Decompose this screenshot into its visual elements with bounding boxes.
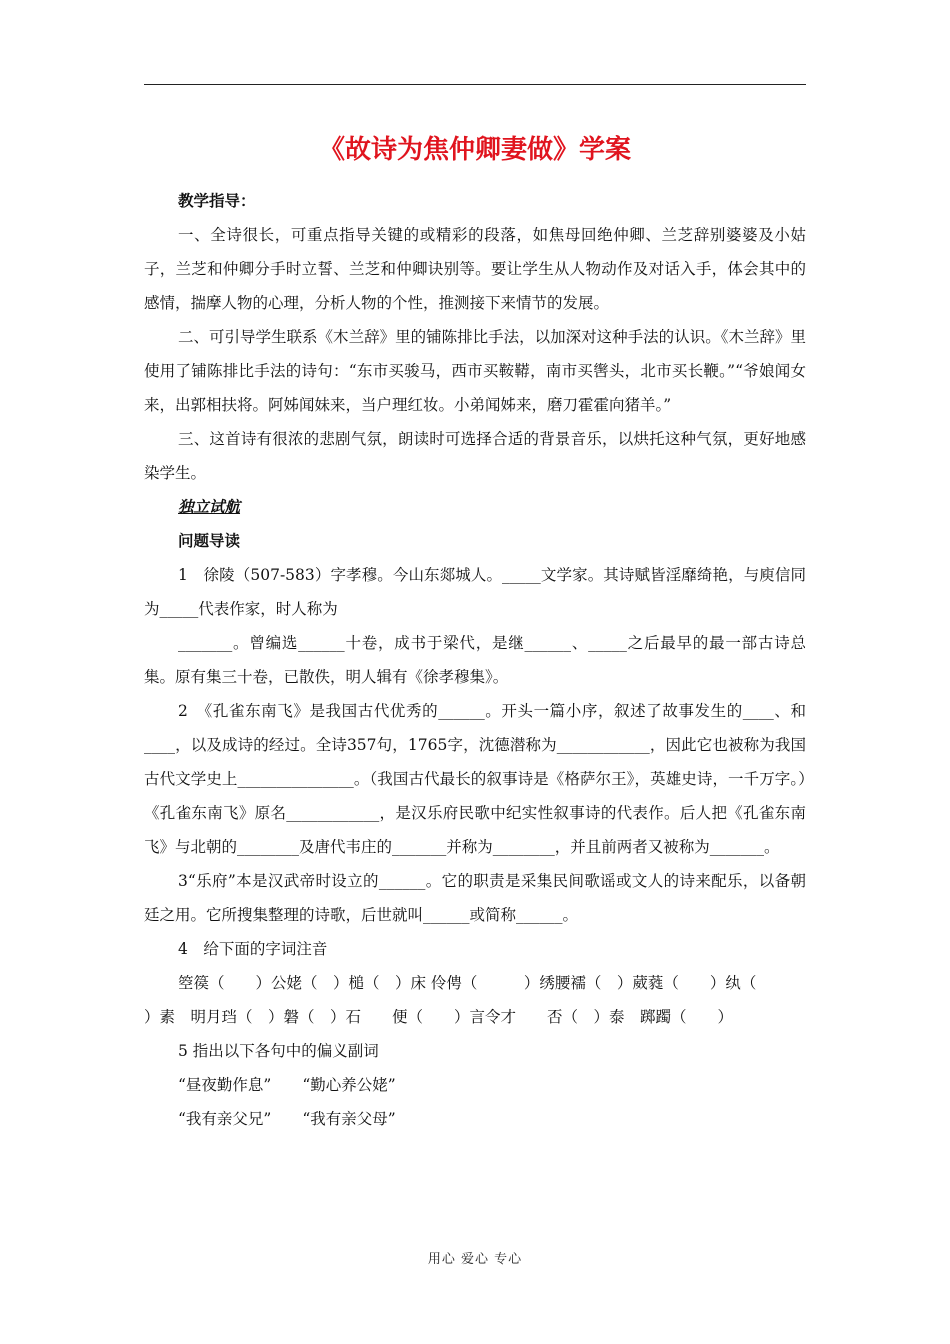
question-5-title: 5 指出以下各句中的偏义副词	[178, 1042, 379, 1060]
guide-paragraph-1: 一、全诗很长，可重点指导关键的或精彩的段落，如焦母回绝仲卿、兰芝辞别婆婆及小姑子，兰芝和仲卿分手时立誓、兰芝和仲卿诀别等。要让学生从人物动作及对话入手，体会其中的感情，揣摩人物的心理，分析人物的个性，推测接下来情节的发展。	[144, 226, 806, 312]
question-4-title: 4 给下面的字词注音	[178, 940, 328, 958]
question-5-line-1: “昼夜勤作息” “勤心养公姥”	[178, 1076, 396, 1094]
section-subtitle: 问题导读	[178, 532, 241, 550]
question-3: 3“乐府”本是汉武帝时设立的______。它的职责是采集民间歌谣或文人的诗来配乐，以备朝廷之用。它所搜集整理的诗歌，后世就叫______或简称______。	[144, 872, 806, 924]
page-footer: 用心 爱心 专心	[427, 1252, 523, 1267]
page-title: 《故诗为焦仲卿妻做》学案	[318, 135, 631, 165]
document-body	[144, 184, 806, 1136]
question-1-part-b: _______。曾编选______十卷，成书于梁代，是继______、_____之后最早的最一部古诗总集。原有集三十卷，已散佚，明人辑有《徐孝穆集》。	[144, 634, 806, 686]
question-5-line-2: “我有亲父兄” “我有亲父母”	[178, 1110, 396, 1128]
section-title	[144, 490, 806, 524]
question-1-part-a: 1 徐陵（507-583）字孝穆。今山东郯城人。_____文学家。其诗赋皆淫靡绮艳，与庾信同为_____代表作家，时人称为	[144, 566, 806, 618]
guide-paragraph-3: 三、这首诗有很浓的悲剧气氛，朗读时可选择合适的背景音乐，以烘托这种气氛，更好地感染学生。	[144, 430, 806, 482]
question-4-line-2: ）素 明月珰（ ）磐（ ）石 便（ ）言令才 否（ ）泰 踯躅（ ）	[144, 1008, 734, 1026]
section-title-text: 独立试航	[178, 498, 241, 516]
guide-paragraph-2: 二、可引导学生联系《木兰辞》里的铺陈排比手法，以加深对这种手法的认识。《木兰辞》里使用了铺陈排比手法的诗句：“东市买骏马，西市买鞍鞯，南市买辔头，北市买长鞭。”“爷娘闻女来，出郭相扶将。阿姊闻妹来，当户理红妆。小弟闻姊来，磨刀霍霍向猪羊。”	[144, 328, 806, 414]
question-4-line-1: 箜篌（ ）公姥（ ）槌（ ）床 伶俜（ ）绣腰襦（ ）葳蕤（ ）纨（	[178, 974, 757, 992]
header-rule	[144, 84, 806, 85]
question-2: 2 《孔雀东南飞》是我国古代优秀的______。开头一篇小序，叙述了故事发生的____、和____，以及成诗的经过。全诗357句，1765字，沈德潜称为____________，因此它也被称为我国古代文学史上_______________。（我国古代最长的叙事诗是《格萨尔王》，英雄史诗，一千万字。）《孔雀东南飞》原名____________，是汉乐府民歌中纪实性叙事诗的代表作。后人把《孔雀东南飞》与北朝的________及唐代韦庄的_______并称为________，并且前两者又被称为_______。	[144, 702, 806, 856]
guide-heading: 教学指导：	[178, 192, 256, 210]
